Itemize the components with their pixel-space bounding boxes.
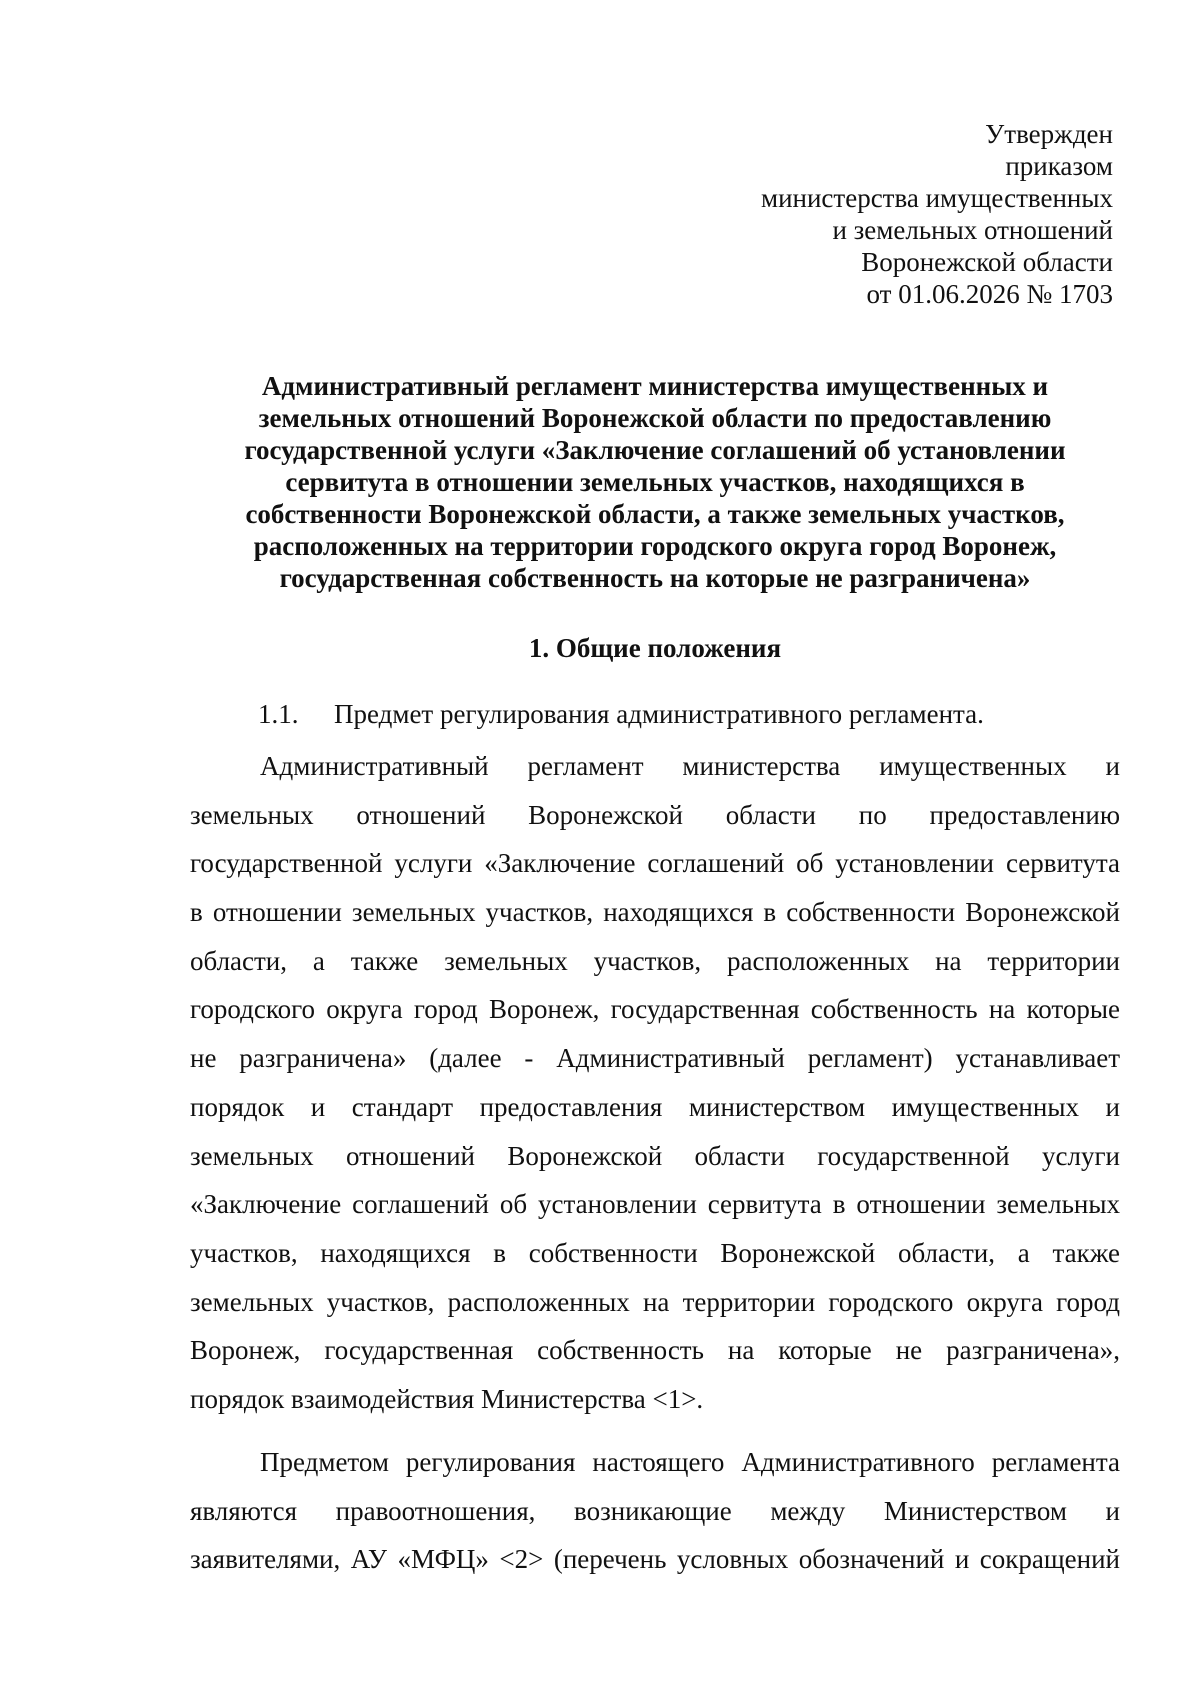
approval-line: министерства имущественных <box>761 183 1113 213</box>
paragraph-line: порядок взаимодействия Министерства <1>. <box>190 1383 704 1414</box>
paragraph-line: земельных участков, расположенных на территории городского округа город <box>190 1286 1120 1317</box>
paragraph-line: Предметом регулирования настоящего Административного регламента <box>260 1447 1120 1477</box>
paragraph-line: являются правоотношения, возникающие между Министерством и <box>190 1495 1120 1526</box>
approval-line: и земельных отношений <box>832 215 1113 245</box>
title-line: сервитута в отношении земельных участков, находящихся в <box>285 467 1025 497</box>
paragraph-line: области, а также земельных участков, расположенных на территории <box>190 945 1120 976</box>
paragraph-line: Административный регламент министерства имущественных и <box>260 751 1120 781</box>
title-line: собственности Воронежской области, а также земельных участков, <box>245 499 1065 529</box>
approval-stamp <box>761 118 1113 310</box>
paragraph-1 <box>190 742 1120 1424</box>
approval-line: Утвержден <box>985 119 1113 149</box>
approval-line: Воронежской области <box>861 247 1113 277</box>
title-line: земельных отношений Воронежской области по предоставлению <box>258 403 1052 433</box>
subsection-number: 1.1. <box>258 699 299 729</box>
document-title <box>190 370 1120 594</box>
paragraph-line: земельных отношений Воронежской области по предоставлению <box>190 799 1120 830</box>
paragraph-line: в отношении земельных участков, находящихся в собственности Воронежской <box>190 897 1120 928</box>
approval-line: от 01.06.2026 № 1703 <box>866 279 1113 309</box>
paragraph-line: государственной услуги «Заключение соглашений об установлении сервитута <box>190 848 1120 879</box>
title-line: расположенных на территории городского округа город Воронеж, <box>253 531 1057 561</box>
paragraph-line: городского округа город Воронеж, государственная собственность на которые <box>190 994 1120 1025</box>
subsection-heading <box>258 698 984 730</box>
section-heading: 1. Общие положения <box>528 633 782 663</box>
paragraph-line: участков, находящихся в собственности Воронежской области, а также <box>190 1237 1120 1268</box>
paragraph-line: не разграничена» (далее - Административный регламент) устанавливает <box>190 1043 1120 1074</box>
title-line: Административный регламент министерства имущественных и <box>261 371 1049 401</box>
paragraph-line: Воронеж, государственная собственность на которые не разграничена», <box>190 1335 1120 1366</box>
subsection-text: Предмет регулирования административного регламента. <box>334 699 984 729</box>
paragraph-2 <box>190 1438 1120 1584</box>
paragraph-line: «Заключение соглашений об установлении сервитута в отношении земельных <box>190 1189 1120 1220</box>
approval-line: приказом <box>1005 151 1113 181</box>
title-line: государственной услуги «Заключение соглашений об установлении <box>244 435 1066 465</box>
paragraph-line: порядок и стандарт предоставления министерством имущественных и <box>190 1091 1120 1122</box>
title-line: государственная собственность на которые не разграничена» <box>279 563 1031 593</box>
paragraph-line: заявителями, АУ «МФЦ» <2> (перечень условных обозначений и сокращений <box>190 1544 1120 1575</box>
paragraph-line: земельных отношений Воронежской области государственной услуги <box>190 1140 1120 1171</box>
